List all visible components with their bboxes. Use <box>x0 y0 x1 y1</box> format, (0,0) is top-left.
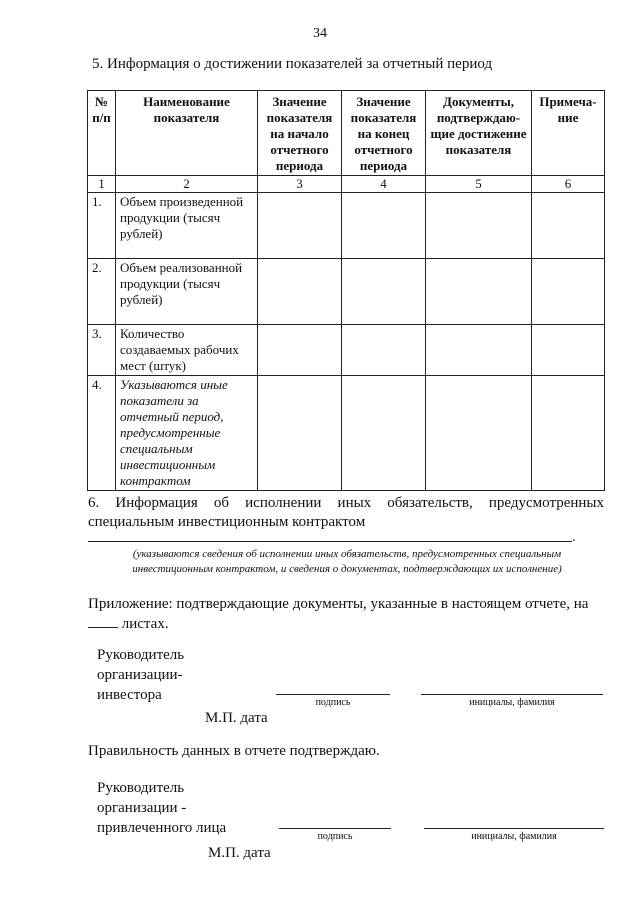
column-number: 5 <box>426 176 532 193</box>
attracted-stamp-date: М.П. дата <box>208 845 271 861</box>
table-header-row <box>88 91 605 176</box>
investor-name-caption: инициалы, фамилия <box>469 697 555 708</box>
row-indicator-name: Указываются иные показатели за отчетный период, предусмотренные специальным инвестиционным контрактом <box>116 376 258 491</box>
row-indicator-name: Объем реализованной продукции (тысяч рублей) <box>116 259 258 325</box>
cell-note <box>532 193 605 259</box>
column-number: 3 <box>258 176 342 193</box>
table-row <box>88 259 605 325</box>
appendix-suffix: листах. <box>121 616 169 632</box>
investor-signature-line[interactable] <box>276 694 390 695</box>
table-row <box>88 376 605 491</box>
investor-name-line[interactable] <box>421 694 603 695</box>
cell-note <box>532 325 605 376</box>
cell-documents <box>426 259 532 325</box>
row-number: 2. <box>88 259 116 325</box>
page-number: 34 <box>313 26 327 41</box>
table-row <box>88 325 605 376</box>
section-6-line-end: . <box>572 530 576 545</box>
cell-note <box>532 376 605 491</box>
cell-note <box>532 259 605 325</box>
cell-documents <box>426 193 532 259</box>
header-number: № п/п <box>88 91 116 176</box>
attracted-head-label: Руководитель организации - привлеченного лица <box>97 780 227 836</box>
column-number-row <box>88 176 605 193</box>
cell-start-value <box>258 193 342 259</box>
column-number: 6 <box>532 176 605 193</box>
attracted-name-caption: инициалы, фамилия <box>471 831 557 842</box>
investor-stamp-date: М.П. дата <box>205 710 268 726</box>
header-indicator-name: Наименование показателя <box>116 91 258 176</box>
cell-start-value <box>258 376 342 491</box>
investor-signature-caption: подпись <box>315 697 351 708</box>
cell-end-value <box>342 193 426 259</box>
column-number: 1 <box>88 176 116 193</box>
appendix-prefix: Приложение: подтверждающие документы, указанные в настоящем отчете, на <box>88 596 589 612</box>
attracted-signature-line[interactable] <box>279 828 391 829</box>
row-number: 4. <box>88 376 116 491</box>
row-number: 1. <box>88 193 116 259</box>
row-indicator-name: Количество создаваемых рабочих мест (штук) <box>116 325 258 376</box>
section-6-fill-line[interactable] <box>88 541 572 542</box>
attracted-name-line[interactable] <box>424 828 604 829</box>
cell-end-value <box>342 376 426 491</box>
investor-head-label: Руководитель организации-инвестора <box>97 647 185 703</box>
header-start-value: Значение показателя на начало отчетного периода <box>258 91 342 176</box>
column-number: 2 <box>116 176 258 193</box>
table-row <box>88 193 605 259</box>
cell-documents <box>426 376 532 491</box>
confirmation-text: Правильность данных в отчете подтверждаю. <box>88 743 380 759</box>
cell-end-value <box>342 259 426 325</box>
row-number: 3. <box>88 325 116 376</box>
column-number: 4 <box>342 176 426 193</box>
section-5-title: 5. Информация о достижении показателей за отчетный период <box>92 56 493 72</box>
cell-end-value <box>342 325 426 376</box>
cell-documents <box>426 325 532 376</box>
sheet-count-blank[interactable] <box>88 615 118 628</box>
attracted-signature-caption: подпись <box>317 831 353 842</box>
header-end-value: Значение показателя на конец отчетного периода <box>342 91 426 176</box>
cell-start-value <box>258 259 342 325</box>
indicators-table <box>87 90 605 491</box>
appendix-text <box>88 594 608 634</box>
row-indicator-name: Объем произведенной продукции (тысяч рублей) <box>116 193 258 259</box>
section-6-note: (указываются сведения об исполнении иных обязательств, предусмотренных специальным инвестиционным контрактом, и сведения о документах, подтверждающих их исполнение) <box>132 548 562 575</box>
header-note: Примеча-ние <box>532 91 605 176</box>
section-6-title: 6. Информация об исполнении иных обязательств, предусмотренных специальным инвестиционным контрактом <box>88 495 604 530</box>
header-documents: Документы, подтверждаю-щие достижение показателя <box>426 91 532 176</box>
cell-start-value <box>258 325 342 376</box>
